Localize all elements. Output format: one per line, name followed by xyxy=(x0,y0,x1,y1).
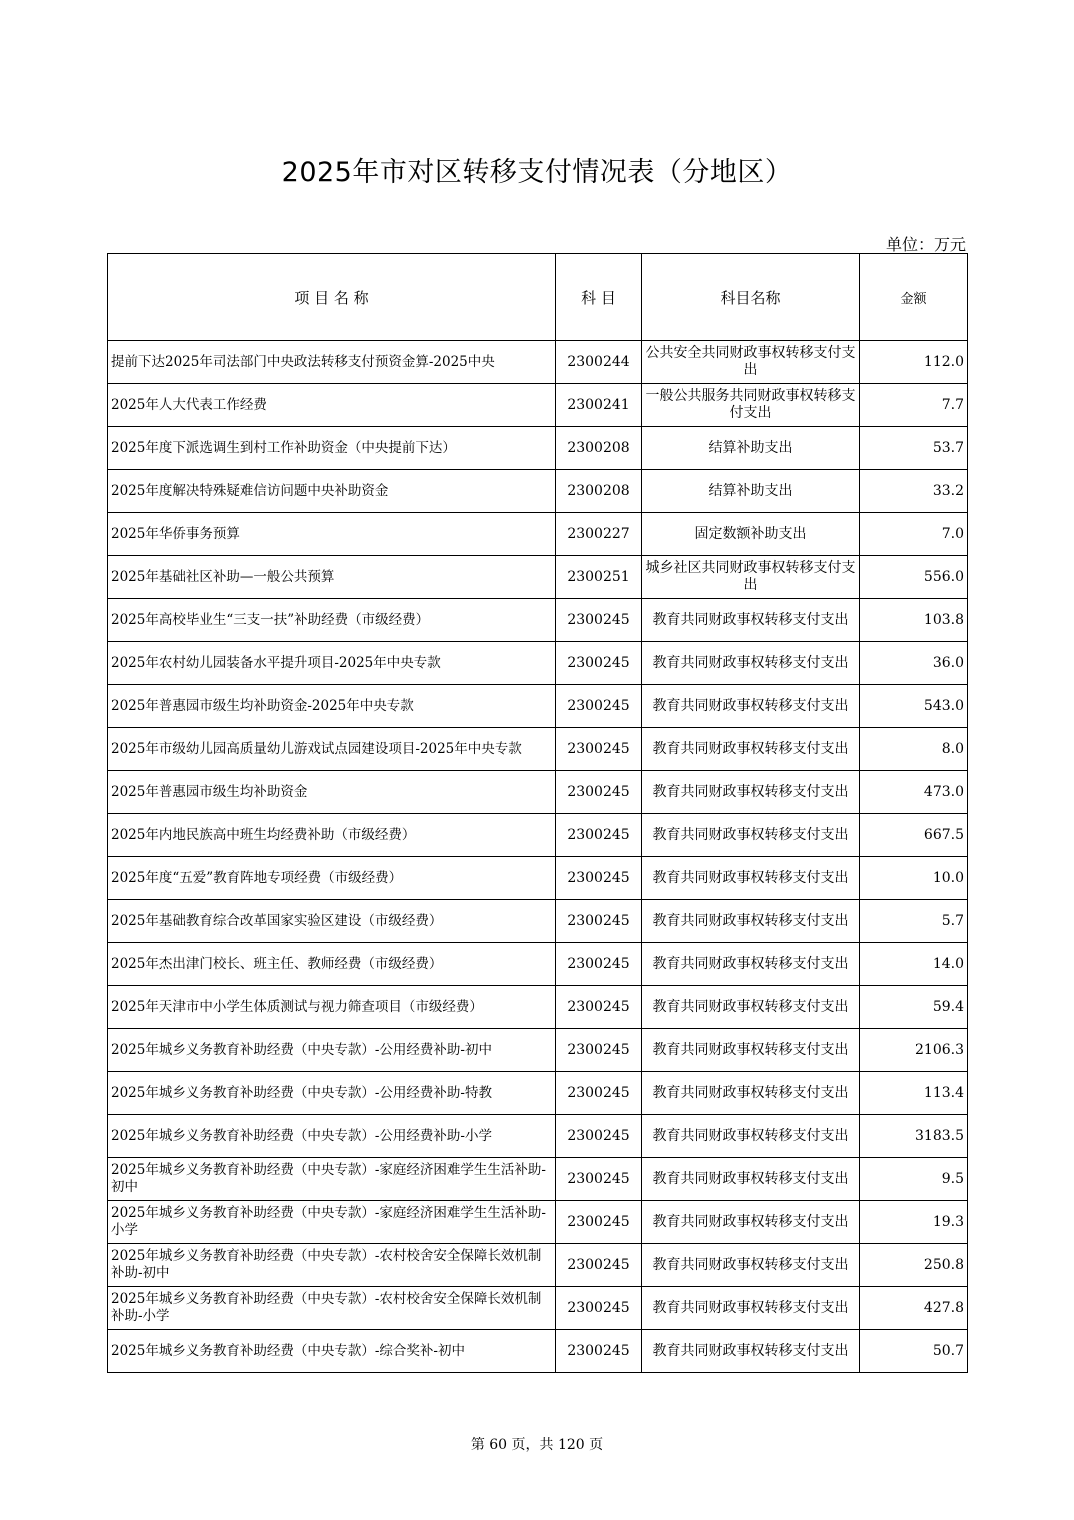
subject-code-cell: 2300245 xyxy=(556,1244,642,1287)
subject-name-cell: 结算补助支出 xyxy=(642,470,860,513)
subject-code-cell: 2300245 xyxy=(556,1330,642,1373)
subject-name-cell: 教育共同财政事权转移支付支出 xyxy=(642,599,860,642)
table-row xyxy=(108,1287,968,1330)
subject-name-cell: 教育共同财政事权转移支付支出 xyxy=(642,900,860,943)
item-name-cell: 2025年内地民族高中班生均经费补助（市级经费） xyxy=(108,814,556,857)
table-row xyxy=(108,1330,968,1373)
subject-name-cell: 教育共同财政事权转移支付支出 xyxy=(642,685,860,728)
item-name-cell: 2025年城乡义务教育补助经费（中央专款）-公用经费补助-小学 xyxy=(108,1115,556,1158)
item-name-cell: 2025年普惠园市级生均补助资金 xyxy=(108,771,556,814)
table-row xyxy=(108,685,968,728)
amount-cell: 10.0 xyxy=(860,857,968,900)
table-row xyxy=(108,1115,968,1158)
amount-cell: 556.0 xyxy=(860,556,968,599)
amount-cell: 5.7 xyxy=(860,900,968,943)
table-row xyxy=(108,642,968,685)
amount-cell: 103.8 xyxy=(860,599,968,642)
table-header-row xyxy=(108,254,968,341)
amount-cell: 59.4 xyxy=(860,986,968,1029)
subject-code-cell: 2300227 xyxy=(556,513,642,556)
table-row xyxy=(108,470,968,513)
item-name-cell: 2025年城乡义务教育补助经费（中央专款）-公用经费补助-初中 xyxy=(108,1029,556,1072)
subject-code-cell: 2300245 xyxy=(556,1029,642,1072)
page-footer: 第 60 页，共 120 页 xyxy=(470,1437,604,1453)
table-row xyxy=(108,771,968,814)
subject-name-cell: 教育共同财政事权转移支付支出 xyxy=(642,1072,860,1115)
item-name-cell: 2025年城乡义务教育补助经费（中央专款）-家庭经济困难学生生活补助-小学 xyxy=(108,1201,556,1244)
amount-cell: 19.3 xyxy=(860,1201,968,1244)
item-name-cell: 2025年基础社区补助—一般公共预算 xyxy=(108,556,556,599)
amount-cell: 543.0 xyxy=(860,685,968,728)
subject-name-cell: 固定数额补助支出 xyxy=(642,513,860,556)
subject-name-cell: 教育共同财政事权转移支付支出 xyxy=(642,1244,860,1287)
amount-cell: 2106.3 xyxy=(860,1029,968,1072)
item-name-cell: 2025年基础教育综合改革国家实验区建设（市级经费） xyxy=(108,900,556,943)
subject-name-cell: 一般公共服务共同财政事权转移支付支出 xyxy=(642,384,860,427)
item-name-cell: 提前下达2025年司法部门中央政法转移支付预资金算-2025中央 xyxy=(108,341,556,384)
table-row xyxy=(108,943,968,986)
subject-code-cell: 2300245 xyxy=(556,1072,642,1115)
table-row xyxy=(108,1029,968,1072)
table-row xyxy=(108,384,968,427)
subject-code-cell: 2300245 xyxy=(556,685,642,728)
subject-code-cell: 2300245 xyxy=(556,728,642,771)
item-name-cell: 2025年城乡义务教育补助经费（中央专款）-家庭经济困难学生生活补助-初中 xyxy=(108,1158,556,1201)
subject-code-cell: 2300245 xyxy=(556,642,642,685)
table-row xyxy=(108,1201,968,1244)
item-name-cell: 2025年城乡义务教育补助经费（中央专款）-综合奖补-初中 xyxy=(108,1330,556,1373)
item-name-cell: 2025年度下派选调生到村工作补助资金（中央提前下达） xyxy=(108,427,556,470)
amount-cell: 250.8 xyxy=(860,1244,968,1287)
amount-cell: 113.4 xyxy=(860,1072,968,1115)
subject-code-cell: 2300245 xyxy=(556,1201,642,1244)
header-name: 项 目 名 称 xyxy=(108,254,556,341)
subject-name-cell: 教育共同财政事权转移支付支出 xyxy=(642,771,860,814)
subject-name-cell: 教育共同财政事权转移支付支出 xyxy=(642,1158,860,1201)
subject-name-cell: 结算补助支出 xyxy=(642,427,860,470)
table-row xyxy=(108,427,968,470)
subject-name-cell: 教育共同财政事权转移支付支出 xyxy=(642,1287,860,1330)
subject-name-cell: 教育共同财政事权转移支付支出 xyxy=(642,1201,860,1244)
subject-code-cell: 2300208 xyxy=(556,470,642,513)
subject-name-cell: 教育共同财政事权转移支付支出 xyxy=(642,728,860,771)
item-name-cell: 2025年城乡义务教育补助经费（中央专款）-农村校舍安全保障长效机制补助-初中 xyxy=(108,1244,556,1287)
amount-cell: 14.0 xyxy=(860,943,968,986)
header-amount: 金额 xyxy=(860,254,968,341)
item-name-cell: 2025年天津市中小学生体质测试与视力筛查项目（市级经费） xyxy=(108,986,556,1029)
amount-cell: 50.7 xyxy=(860,1330,968,1373)
table-row xyxy=(108,1158,968,1201)
subject-name-cell: 教育共同财政事权转移支付支出 xyxy=(642,943,860,986)
amount-cell: 3183.5 xyxy=(860,1115,968,1158)
subject-name-cell: 教育共同财政事权转移支付支出 xyxy=(642,642,860,685)
subject-name-cell: 教育共同财政事权转移支付支出 xyxy=(642,1029,860,1072)
amount-cell: 473.0 xyxy=(860,771,968,814)
item-name-cell: 2025年高校毕业生“三支一扶”补助经费（市级经费） xyxy=(108,599,556,642)
subject-code-cell: 2300245 xyxy=(556,1158,642,1201)
amount-cell: 7.0 xyxy=(860,513,968,556)
table-row xyxy=(108,556,968,599)
subject-name-cell: 教育共同财政事权转移支付支出 xyxy=(642,1115,860,1158)
item-name-cell: 2025年度解决特殊疑难信访问题中央补助资金 xyxy=(108,470,556,513)
subject-code-cell: 2300244 xyxy=(556,341,642,384)
table-row xyxy=(108,513,968,556)
amount-cell: 112.0 xyxy=(860,341,968,384)
table-row xyxy=(108,728,968,771)
subject-code-cell: 2300241 xyxy=(556,384,642,427)
table-row xyxy=(108,986,968,1029)
subject-name-cell: 公共安全共同财政事权转移支付支出 xyxy=(642,341,860,384)
subject-code-cell: 2300245 xyxy=(556,814,642,857)
subject-name-cell: 教育共同财政事权转移支付支出 xyxy=(642,814,860,857)
table-row xyxy=(108,857,968,900)
subject-name-cell: 教育共同财政事权转移支付支出 xyxy=(642,857,860,900)
amount-cell: 7.7 xyxy=(860,384,968,427)
header-subject: 科目名称 xyxy=(642,254,860,341)
amount-cell: 9.5 xyxy=(860,1158,968,1201)
table-row xyxy=(108,599,968,642)
subject-code-cell: 2300245 xyxy=(556,857,642,900)
item-name-cell: 2025年农村幼儿园装备水平提升项目-2025年中央专款 xyxy=(108,642,556,685)
amount-cell: 53.7 xyxy=(860,427,968,470)
table-row xyxy=(108,1244,968,1287)
amount-cell: 8.0 xyxy=(860,728,968,771)
item-name-cell: 2025年城乡义务教育补助经费（中央专款）-农村校舍安全保障长效机制补助-小学 xyxy=(108,1287,556,1330)
table-row xyxy=(108,900,968,943)
table-body xyxy=(108,341,968,1373)
amount-cell: 667.5 xyxy=(860,814,968,857)
table-row xyxy=(108,1072,968,1115)
subject-code-cell: 2300245 xyxy=(556,1115,642,1158)
amount-cell: 36.0 xyxy=(860,642,968,685)
subject-code-cell: 2300245 xyxy=(556,986,642,1029)
item-name-cell: 2025年度“五爱”教育阵地专项经费（市级经费） xyxy=(108,857,556,900)
subject-code-cell: 2300245 xyxy=(556,599,642,642)
subject-name-cell: 教育共同财政事权转移支付支出 xyxy=(642,1330,860,1373)
item-name-cell: 2025年杰出津门校长、班主任、教师经费（市级经费） xyxy=(108,943,556,986)
item-name-cell: 2025年人大代表工作经费 xyxy=(108,384,556,427)
subject-code-cell: 2300251 xyxy=(556,556,642,599)
amount-cell: 427.8 xyxy=(860,1287,968,1330)
item-name-cell: 2025年华侨事务预算 xyxy=(108,513,556,556)
subject-code-cell: 2300245 xyxy=(556,900,642,943)
amount-cell: 33.2 xyxy=(860,470,968,513)
subject-code-cell: 2300245 xyxy=(556,943,642,986)
item-name-cell: 2025年普惠园市级生均补助资金-2025年中央专款 xyxy=(108,685,556,728)
table-row xyxy=(108,814,968,857)
subject-name-cell: 教育共同财政事权转移支付支出 xyxy=(642,986,860,1029)
subject-code-cell: 2300245 xyxy=(556,1287,642,1330)
unit-label: 单位：万元 xyxy=(885,235,966,254)
transfer-payment-table xyxy=(107,253,968,1373)
page-title: 2025年市对区转移支付情况表（分地区） xyxy=(281,157,793,188)
subject-name-cell: 城乡社区共同财政事权转移支付支出 xyxy=(642,556,860,599)
subject-code-cell: 2300245 xyxy=(556,771,642,814)
item-name-cell: 2025年市级幼儿园高质量幼儿游戏试点园建设项目-2025年中央专款 xyxy=(108,728,556,771)
item-name-cell: 2025年城乡义务教育补助经费（中央专款）-公用经费补助-特教 xyxy=(108,1072,556,1115)
header-code: 科 目 xyxy=(556,254,642,341)
table-row xyxy=(108,341,968,384)
subject-code-cell: 2300208 xyxy=(556,427,642,470)
